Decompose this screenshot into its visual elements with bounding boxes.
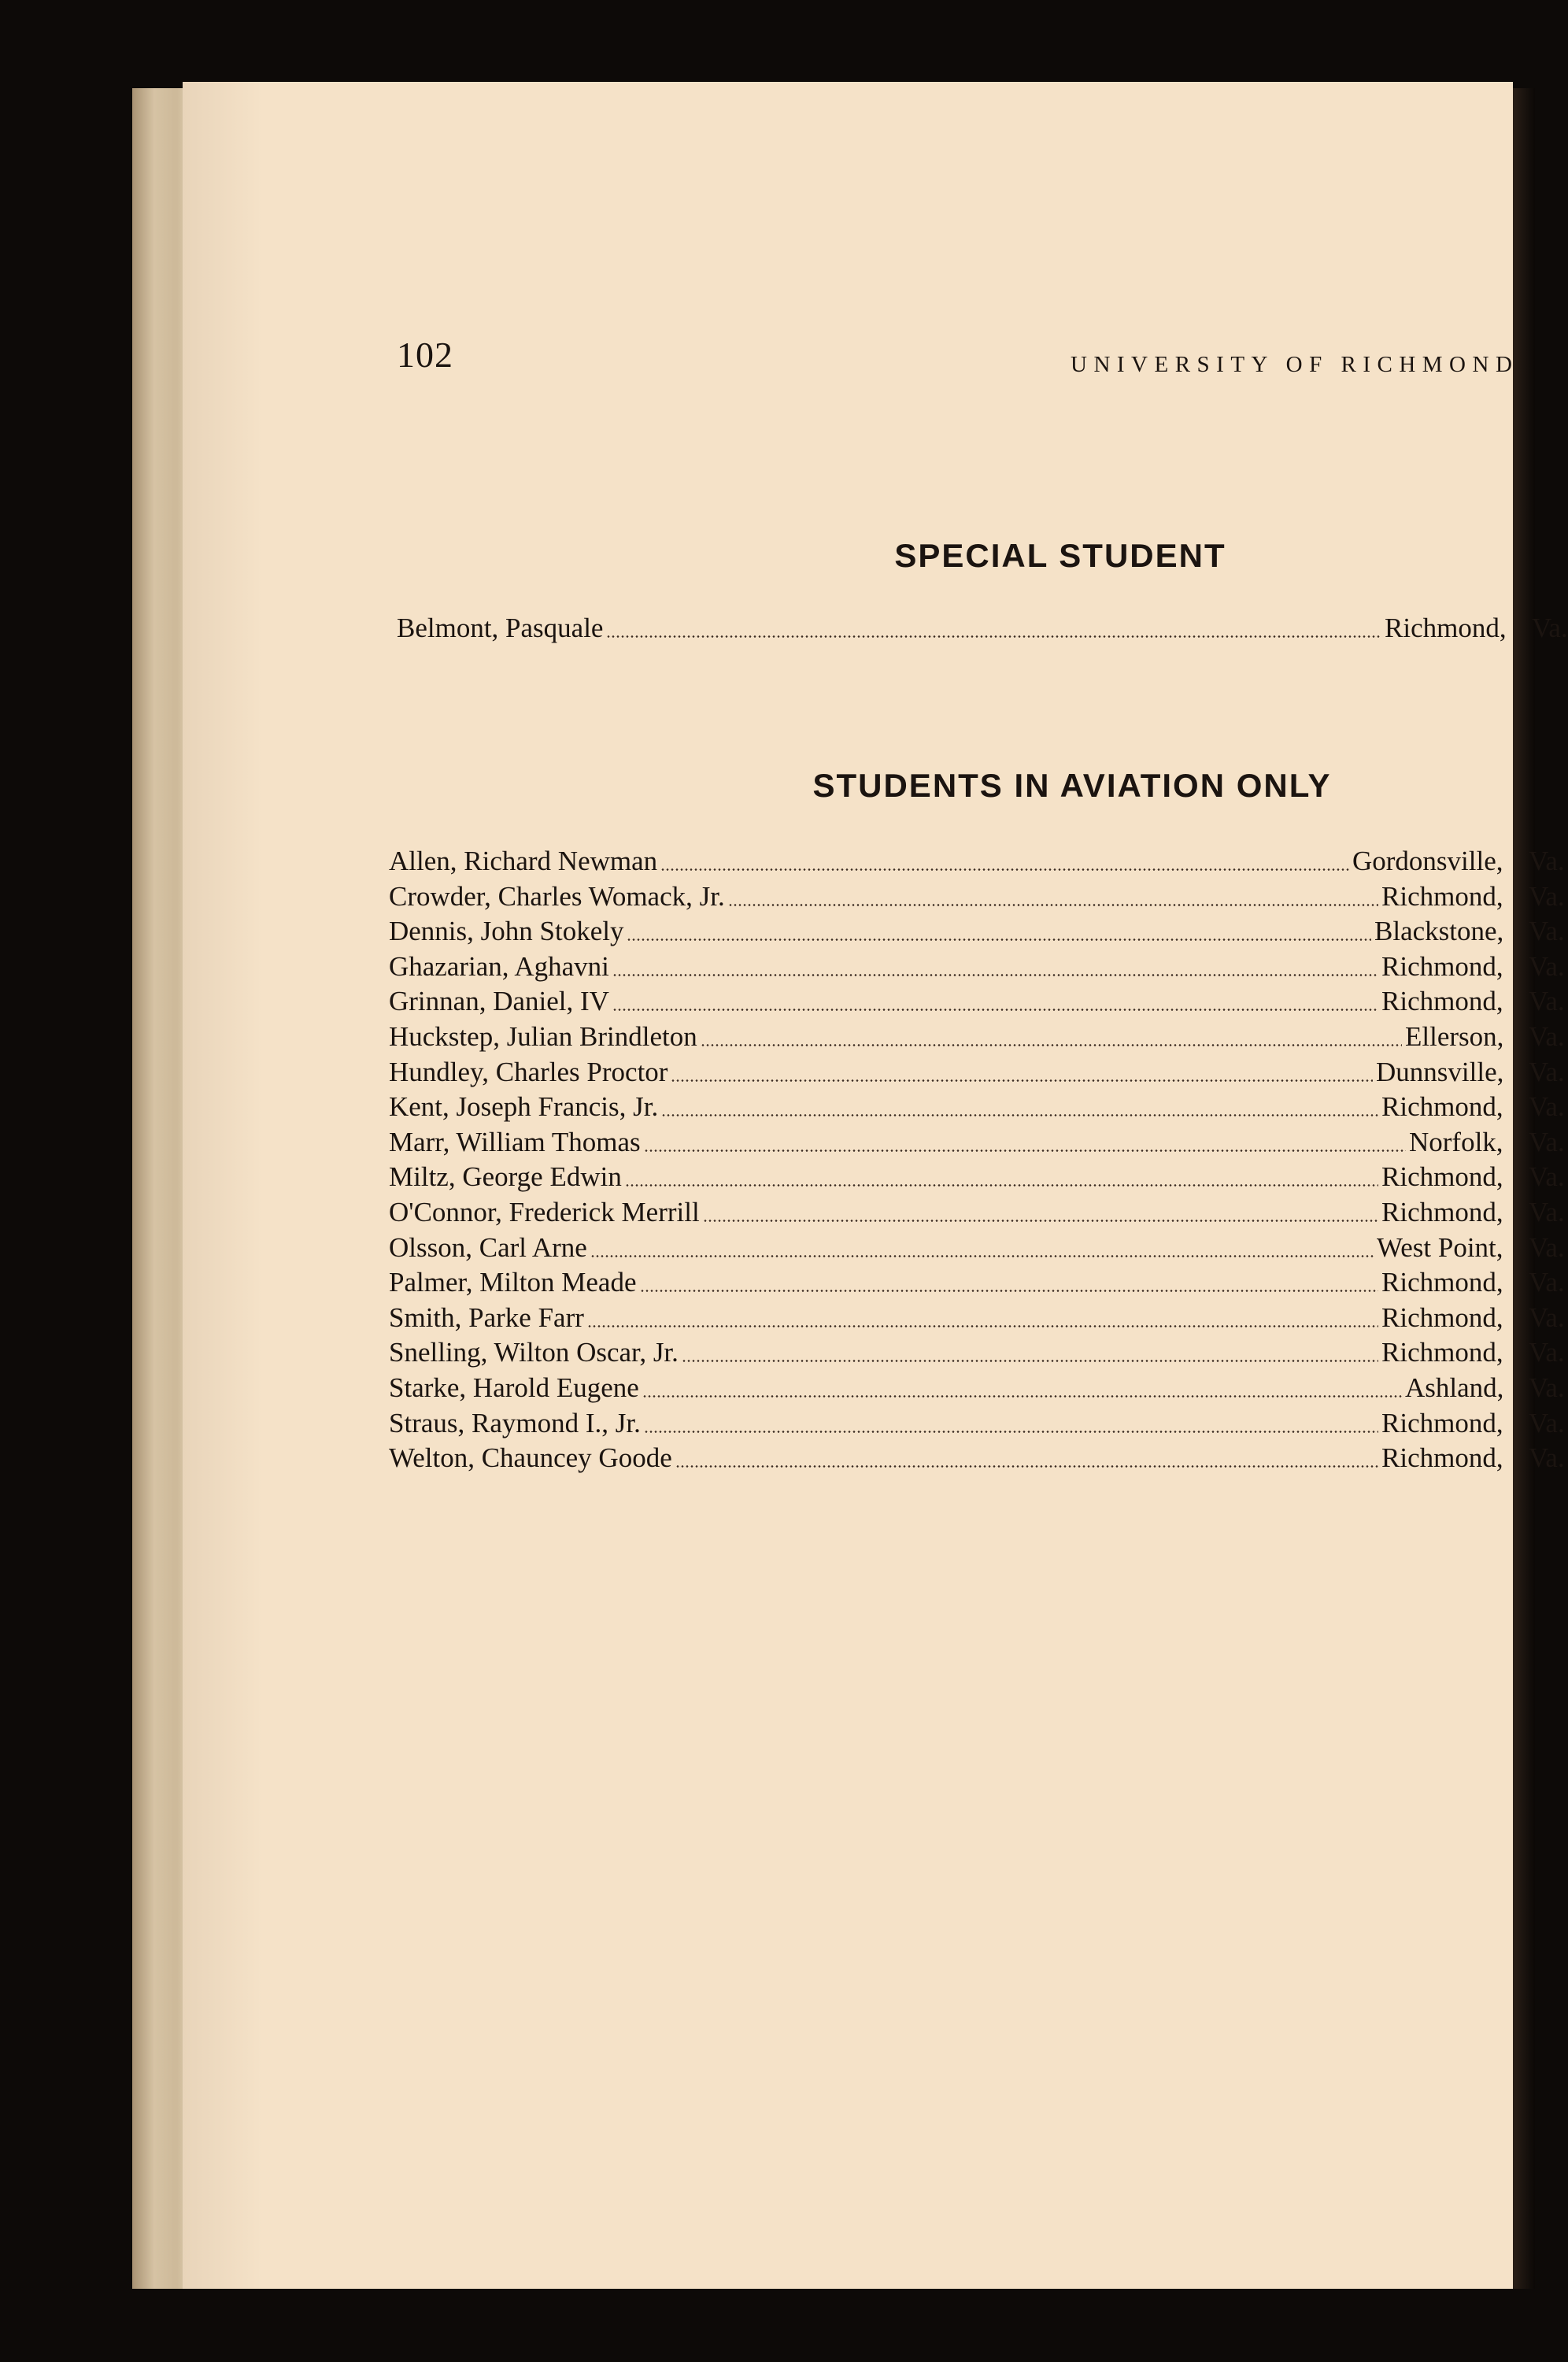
directory-entry xyxy=(389,1160,1565,1194)
page-number: 102 xyxy=(397,335,453,375)
student-city: Richmond, xyxy=(1381,1301,1503,1333)
student-name: Dennis, John Stokely xyxy=(389,914,625,949)
student-state: Va. xyxy=(1529,1442,1565,1474)
student-name: Starke, Harold Eugene xyxy=(389,1371,641,1405)
directory-entry xyxy=(389,1265,1565,1300)
student-city: Richmond, xyxy=(1381,1442,1503,1474)
student-state: Va. xyxy=(1529,986,1565,1017)
student-state: Va. xyxy=(1529,1091,1565,1123)
student-state: Va. xyxy=(1529,1337,1565,1368)
student-name: Grinnan, Daniel, IV xyxy=(389,984,611,1019)
dot-leader xyxy=(644,1150,1406,1152)
student-state: Va. xyxy=(1529,1197,1565,1227)
student-state: Va. xyxy=(1529,1021,1565,1052)
student-city: Norfolk, xyxy=(1409,1126,1503,1157)
directory-entry xyxy=(389,950,1565,984)
student-city: Ashland, xyxy=(1405,1372,1504,1403)
student-name: Kent, Joseph Francis, Jr. xyxy=(389,1090,660,1124)
student-city: Richmond, xyxy=(1381,950,1503,982)
student-state: Va. xyxy=(1529,1161,1565,1193)
directory-entry xyxy=(389,984,1565,1019)
student-name: Allen, Richard Newman xyxy=(389,844,659,879)
directory-entry xyxy=(397,611,1568,646)
dot-leader xyxy=(701,1044,1402,1046)
student-state: Va. xyxy=(1529,1126,1565,1157)
student-city: Ellerson, xyxy=(1405,1021,1504,1052)
student-state: Va. xyxy=(1529,916,1565,947)
dot-leader xyxy=(644,1431,1378,1433)
dot-leader xyxy=(627,939,1371,941)
dot-leader xyxy=(642,1395,1402,1398)
student-city: West Point, xyxy=(1377,1231,1503,1263)
student-state: Va. xyxy=(1529,950,1565,982)
student-city: Gordonsville, xyxy=(1352,846,1503,876)
student-name: Snelling, Wilton Oscar, Jr. xyxy=(389,1335,680,1370)
student-state: Va. xyxy=(1529,1301,1565,1333)
dot-leader xyxy=(590,1255,1374,1257)
student-state: Va. xyxy=(1529,846,1565,876)
directory-entry xyxy=(389,1441,1565,1475)
book-page xyxy=(183,82,1568,2289)
dot-leader xyxy=(587,1325,1378,1327)
student-state: Va. xyxy=(1529,1056,1565,1087)
directory-entry xyxy=(389,1371,1565,1405)
dot-leader xyxy=(682,1360,1378,1362)
student-city: Richmond, xyxy=(1381,1407,1503,1438)
directory-entry xyxy=(389,1335,1565,1370)
student-city: Richmond, xyxy=(1381,986,1503,1017)
directory-entry xyxy=(389,1125,1565,1160)
student-state: Va. xyxy=(1529,1267,1565,1298)
student-name: Miltz, George Edwin xyxy=(389,1160,623,1194)
student-name: Belmont, Pasquale xyxy=(397,611,605,646)
dot-leader xyxy=(612,1009,1378,1011)
student-name: Crowder, Charles Womack, Jr. xyxy=(389,879,727,914)
dot-leader xyxy=(703,1220,1378,1222)
dot-leader xyxy=(660,868,1349,871)
student-name: Smith, Parke Farr xyxy=(389,1301,586,1335)
dot-leader xyxy=(612,974,1378,976)
directory-entry xyxy=(389,1301,1565,1335)
directory-entry xyxy=(389,1020,1565,1054)
dot-leader xyxy=(640,1290,1378,1292)
student-name: Straus, Raymond I., Jr. xyxy=(389,1406,642,1441)
student-state: Va. xyxy=(1529,1372,1565,1403)
student-city: Richmond, xyxy=(1381,1337,1503,1368)
dot-leader xyxy=(675,1465,1378,1468)
student-name: Welton, Chauncey Goode xyxy=(389,1441,674,1475)
dot-leader xyxy=(728,904,1378,906)
student-state: Va. xyxy=(1532,613,1568,643)
student-city: Richmond, xyxy=(1381,1161,1503,1193)
directory-entry xyxy=(389,914,1565,949)
dot-leader xyxy=(661,1114,1378,1116)
directory-entry xyxy=(389,879,1565,914)
student-state: Va. xyxy=(1529,880,1565,912)
directory-entry xyxy=(389,1231,1565,1265)
dot-leader xyxy=(671,1079,1373,1082)
directory-entry xyxy=(389,1406,1565,1441)
student-city: Richmond, xyxy=(1385,613,1507,643)
directory-entry xyxy=(389,844,1565,879)
student-state: Va. xyxy=(1529,1231,1565,1263)
directory-entry xyxy=(389,1090,1565,1124)
student-city: Blackstone, xyxy=(1374,916,1504,947)
student-name: Ghazarian, Aghavni xyxy=(389,950,611,984)
section-title-aviation-only: STUDENTS IN AVIATION ONLY xyxy=(812,767,1332,804)
student-name: Hundley, Charles Proctor xyxy=(389,1055,669,1090)
student-city: Dunnsville, xyxy=(1376,1056,1504,1087)
student-city: Richmond, xyxy=(1381,1267,1503,1298)
section-title-special-student: SPECIAL STUDENT xyxy=(894,537,1226,574)
student-name: Olsson, Carl Arne xyxy=(389,1231,589,1265)
dot-leader xyxy=(625,1184,1378,1187)
directory-entry xyxy=(389,1195,1565,1230)
student-city: Richmond, xyxy=(1381,1091,1503,1123)
student-state: Va. xyxy=(1529,1407,1565,1438)
student-name: O'Connor, Frederick Merrill xyxy=(389,1195,701,1230)
student-city: Richmond, xyxy=(1381,1197,1503,1227)
dot-leader xyxy=(606,635,1381,638)
student-name: Huckstep, Julian Brindleton xyxy=(389,1020,699,1054)
student-name: Palmer, Milton Meade xyxy=(389,1265,638,1300)
running-head: UNIVERSITY OF RICHMOND xyxy=(1071,352,1519,377)
directory-entry xyxy=(389,1055,1565,1090)
student-name: Marr, William Thomas xyxy=(389,1125,642,1160)
student-city: Richmond, xyxy=(1381,880,1503,912)
